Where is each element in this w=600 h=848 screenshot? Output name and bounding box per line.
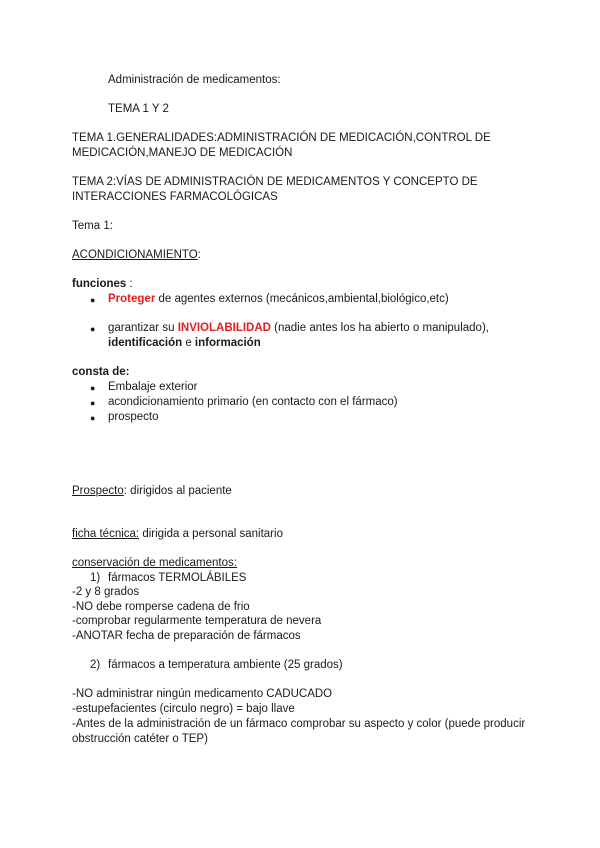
conservacion-line: -ANOTAR fecha de preparación de fármacos	[72, 630, 301, 642]
ficha-line	[72, 527, 283, 542]
funciones-item-1-text: de agentes externos (mecánicos,ambiental,biológico,etc)	[155, 293, 449, 305]
identificacion-text: identificación	[108, 337, 183, 349]
prospecto-text: : dirigidos al paciente	[123, 485, 232, 497]
tema2-heading-line2: INTERACCIONES FARMACOLÓGICAS	[72, 191, 278, 203]
document-subtitle: TEMA 1 Y 2	[108, 103, 169, 115]
conservacion-item-2-number: 2)	[90, 659, 101, 671]
conservacion-heading: conservación de medicamentos:	[72, 557, 237, 569]
bullet-icon: ●	[90, 398, 96, 408]
conservacion-line: -Antes de la administración de un fármaco comprobar su aspecto y color (puede producir	[72, 718, 526, 730]
consta-item: acondicionamiento primario (en contacto con el fármaco)	[108, 396, 398, 408]
funciones-item-2-prefix: garantizar su	[108, 322, 178, 334]
bullet-icon: ●	[90, 324, 96, 334]
conservacion-line: -estupefacientes (circulo negro) = bajo llave	[72, 703, 295, 715]
consta-item: prospecto	[108, 411, 159, 423]
tema1-heading-line1: TEMA 1.GENERALIDADES:ADMINISTRACIÓN DE MEDICACIÓN,CONTROL DE	[72, 132, 491, 144]
funciones-label-text: funciones	[72, 278, 127, 290]
conservacion-line: -NO debe romperse cadena de frio	[72, 601, 250, 613]
prospecto-line	[72, 484, 232, 499]
conservacion-item-1-text: fármacos TERMOLÁBILES	[108, 572, 247, 584]
funciones-item-1	[108, 292, 449, 307]
informacion-text: información	[194, 337, 261, 349]
funciones-label-suffix: :	[126, 278, 133, 290]
consta-item: Embalaje exterior	[108, 381, 198, 393]
conservacion-line: -comprobar regularmente temperatura de nevera	[72, 615, 322, 627]
connector-text: e	[182, 337, 195, 349]
tema1-heading-line2: MEDICACIÓN,MANEJO DE MEDICACIÓN	[72, 147, 293, 159]
acondicionamiento-heading-colon: :	[197, 249, 201, 261]
proteger-highlight: Proteger	[108, 293, 156, 305]
conservacion-item-1-number: 1)	[90, 572, 101, 584]
ficha-text: dirigida a personal sanitario	[139, 528, 283, 540]
funciones-item-2-text: (nadie antes los ha abierto o manipulado),	[270, 322, 489, 334]
ficha-label: ficha técnica:	[72, 528, 140, 540]
tema2-heading-line1: TEMA 2:VÍAS DE ADMINISTRACIÓN DE MEDICAMENTOS Y CONCEPTO DE	[72, 176, 478, 188]
acondicionamiento-heading-text: ACONDICIONAMIENTO	[72, 249, 198, 261]
document-title: Administración de medicamentos:	[108, 74, 281, 86]
conservacion-item-2-text: fármacos a temperatura ambiente (25 grados)	[108, 659, 343, 671]
bullet-icon: ●	[90, 295, 96, 305]
conservacion-line: -NO administrar ningún medicamento CADUCADO	[72, 688, 333, 700]
conservacion-line: -2 y 8 grados	[72, 586, 140, 598]
prospecto-label: Prospecto	[72, 485, 124, 497]
conservacion-line: obstrucción catéter o TEP)	[72, 733, 208, 745]
consta-label: consta de:	[72, 366, 130, 378]
acondicionamiento-heading	[72, 248, 201, 263]
inviolabilidad-highlight: INVIOLABILIDAD	[177, 322, 271, 334]
funciones-item-2-line2	[108, 336, 261, 351]
bullet-icon: ●	[90, 383, 96, 393]
tema1-label: Tema 1:	[72, 220, 113, 232]
funciones-item-2-line1	[108, 321, 489, 336]
bullet-icon: ●	[90, 413, 96, 423]
funciones-label	[72, 277, 133, 292]
